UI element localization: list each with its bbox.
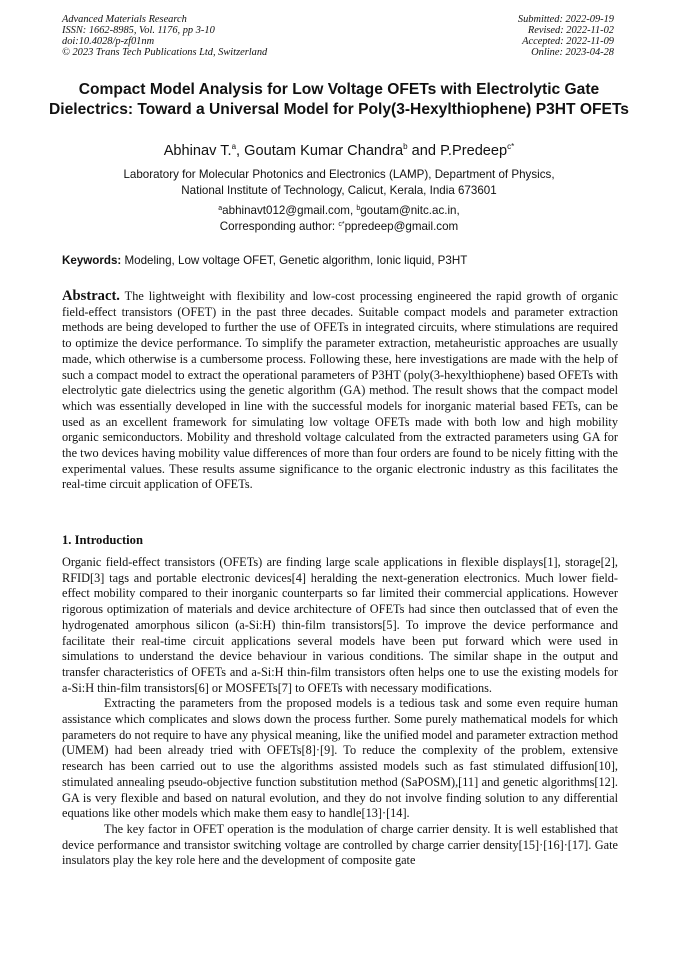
- corresponding-label: Corresponding author:: [219, 219, 339, 233]
- email-line: [0, 203, 678, 219]
- email-b: goutam@nitc.ac.in,: [360, 204, 460, 217]
- email-marker: c*: [338, 220, 345, 228]
- abstract-heading: Abstract.: [62, 288, 120, 304]
- section-body: [62, 555, 618, 869]
- date-revised: Revised: 2022-11-02: [527, 25, 614, 36]
- email-c: ppredeep@gmail.com: [344, 219, 459, 233]
- abstract: [62, 289, 618, 493]
- publication-dates: [518, 14, 614, 58]
- email-marker: b: [356, 205, 361, 212]
- journal-doi: doi:10.4028/p-zf01nm: [62, 36, 155, 47]
- email-a: abhinavt012@gmail.com,: [222, 204, 357, 217]
- author-emails: [0, 203, 678, 234]
- keywords: [62, 254, 618, 268]
- keywords-label: Keywords:: [62, 254, 122, 267]
- email-marker: a: [218, 205, 223, 212]
- journal-issn: ISSN: 1662-8985, Vol. 1176, pp 3-10: [62, 25, 215, 36]
- date-online: Online: 2023-04-28: [531, 47, 614, 58]
- author-separator: ,: [236, 143, 245, 159]
- abstract-text: The lightweight with flexibility and low-cost processing engineered the rapid growth of organic field-effect transistors (OFET) in the past three decades. Suitable compact models and parameter extraction methods are being developed to further the use of OFETs in integrated circuits, where stimulations are required to optimize the device performance. To simplify the parameter extraction, metaheuristic approaches are usually made, which otherwise is a cumbersome process. Following these, here investigations are made with the help of such a compact model to extract the operational parameters of P3HT (poly(3-hexylthiophene) based OFETs with electrolytic gate dielectrics using the genetic algorithm (GA) method. The result shows that the compact model which was essentially developed in line with the successful models for inorganic material based FETs, can be used as an excellent framework for simulating low voltage OFETs made with both low and high mobility organic semiconductors. Mobility and threshold voltage calculated from the extracted parameters using GA for the two devices having mobility value differences of more than four orders are found to be nicely fitting with the experimental values. These results assume significance to the organic electronic industry as this facilitates the real-time circuit application of OFETs.: [62, 289, 618, 492]
- author-marker: b: [403, 142, 408, 151]
- author-marker: c*: [507, 142, 515, 151]
- author-name: P.Predeep: [440, 143, 508, 159]
- affiliation: [0, 167, 678, 198]
- journal-copyright: © 2023 Trans Tech Publications Ltd, Switzerland: [62, 47, 268, 58]
- section-heading: 1. Introduction: [62, 533, 143, 547]
- date-submitted: Submitted: 2022-09-19: [517, 14, 614, 25]
- date-accepted: Accepted: 2022-11-09: [522, 36, 614, 47]
- email-line: [0, 219, 678, 235]
- author-name: Goutam Kumar Chandra: [244, 143, 404, 159]
- affiliation-line: National Institute of Technology, Calicut, Kerala, India 673601: [181, 183, 497, 197]
- author-list: [0, 142, 678, 160]
- journal-name: Advanced Materials Research: [62, 14, 187, 25]
- paragraph: The key factor in OFET operation is the modulation of charge carrier density. It is well established that device performance and transistor switching voltage are controlled by charge carrier density[15]·[16]·[17]. Gate insulators play the key role here and the development of composite gate: [62, 821, 618, 868]
- affiliation-line: Laboratory for Molecular Photonics and Electronics (LAMP), Department of Physics,: [123, 168, 555, 181]
- journal-info: [62, 14, 267, 58]
- author-marker: a: [231, 142, 237, 151]
- paragraph: Organic field-effect transistors (OFETs) are finding large scale applications in flexible displays[1], storage[2], RFID[3] tags and portable electronic devices[4] heralding the next-generation electronics. Much lower field-effect mobility compared to their inorganic counterparts so far limited their commercial applications. However rigorous optimization of materials and device architecture of OFETs had since then outclassed that of even the hydrogenated amorphous silicon (a-Si:H) thin-film transistors[5]. To improve the device performance and facilitate their real-time circuit applications several models have been put forward which were used in simulations to understand the device behaviour in various conditions. The similar shape in the output and transfer characteristics of OFETs and a-Si:H thin-film transistors often helps one to use the existing models for a-Si:H thin-film transistors[6] or MOSFETs[7] to OFETs with necessary modifications.: [62, 555, 618, 695]
- keywords-text: Modeling, Low voltage OFET, Genetic algorithm, Ionic liquid, P3HT: [121, 254, 468, 267]
- paragraph: Extracting the parameters from the proposed models is a tedious task and some even require human assistance which complicates and slows down the process further. Some purely mathematical models for which parameters do not require to have any physical meaning, like the unified model and parameter extraction method (UMEM) had been already tried with OFETs[8]·[9]. To reduce the complexity of the problem, extensive research has been carried out to use the algorithms assisted models such as fast stimulated diffusion[10], stimulated annealing pseudo-objective function substitution method (SaPOSM),[11] and genetic algorithms[12]. GA is very flexible and based on natural evolution, and they do not involve finding solution to any differential equations like other models which make them easy to handle[13]·[14].: [62, 696, 618, 821]
- author-name: Abhinav T.: [163, 143, 232, 159]
- author-separator: and: [407, 143, 441, 159]
- paper-title: Compact Model Analysis for Low Voltage OFETs with Electrolytic Gate Dielectrics: Toward a Universal Model for Poly(3-Hexylthiophene) P3HT OFETs: [49, 81, 629, 118]
